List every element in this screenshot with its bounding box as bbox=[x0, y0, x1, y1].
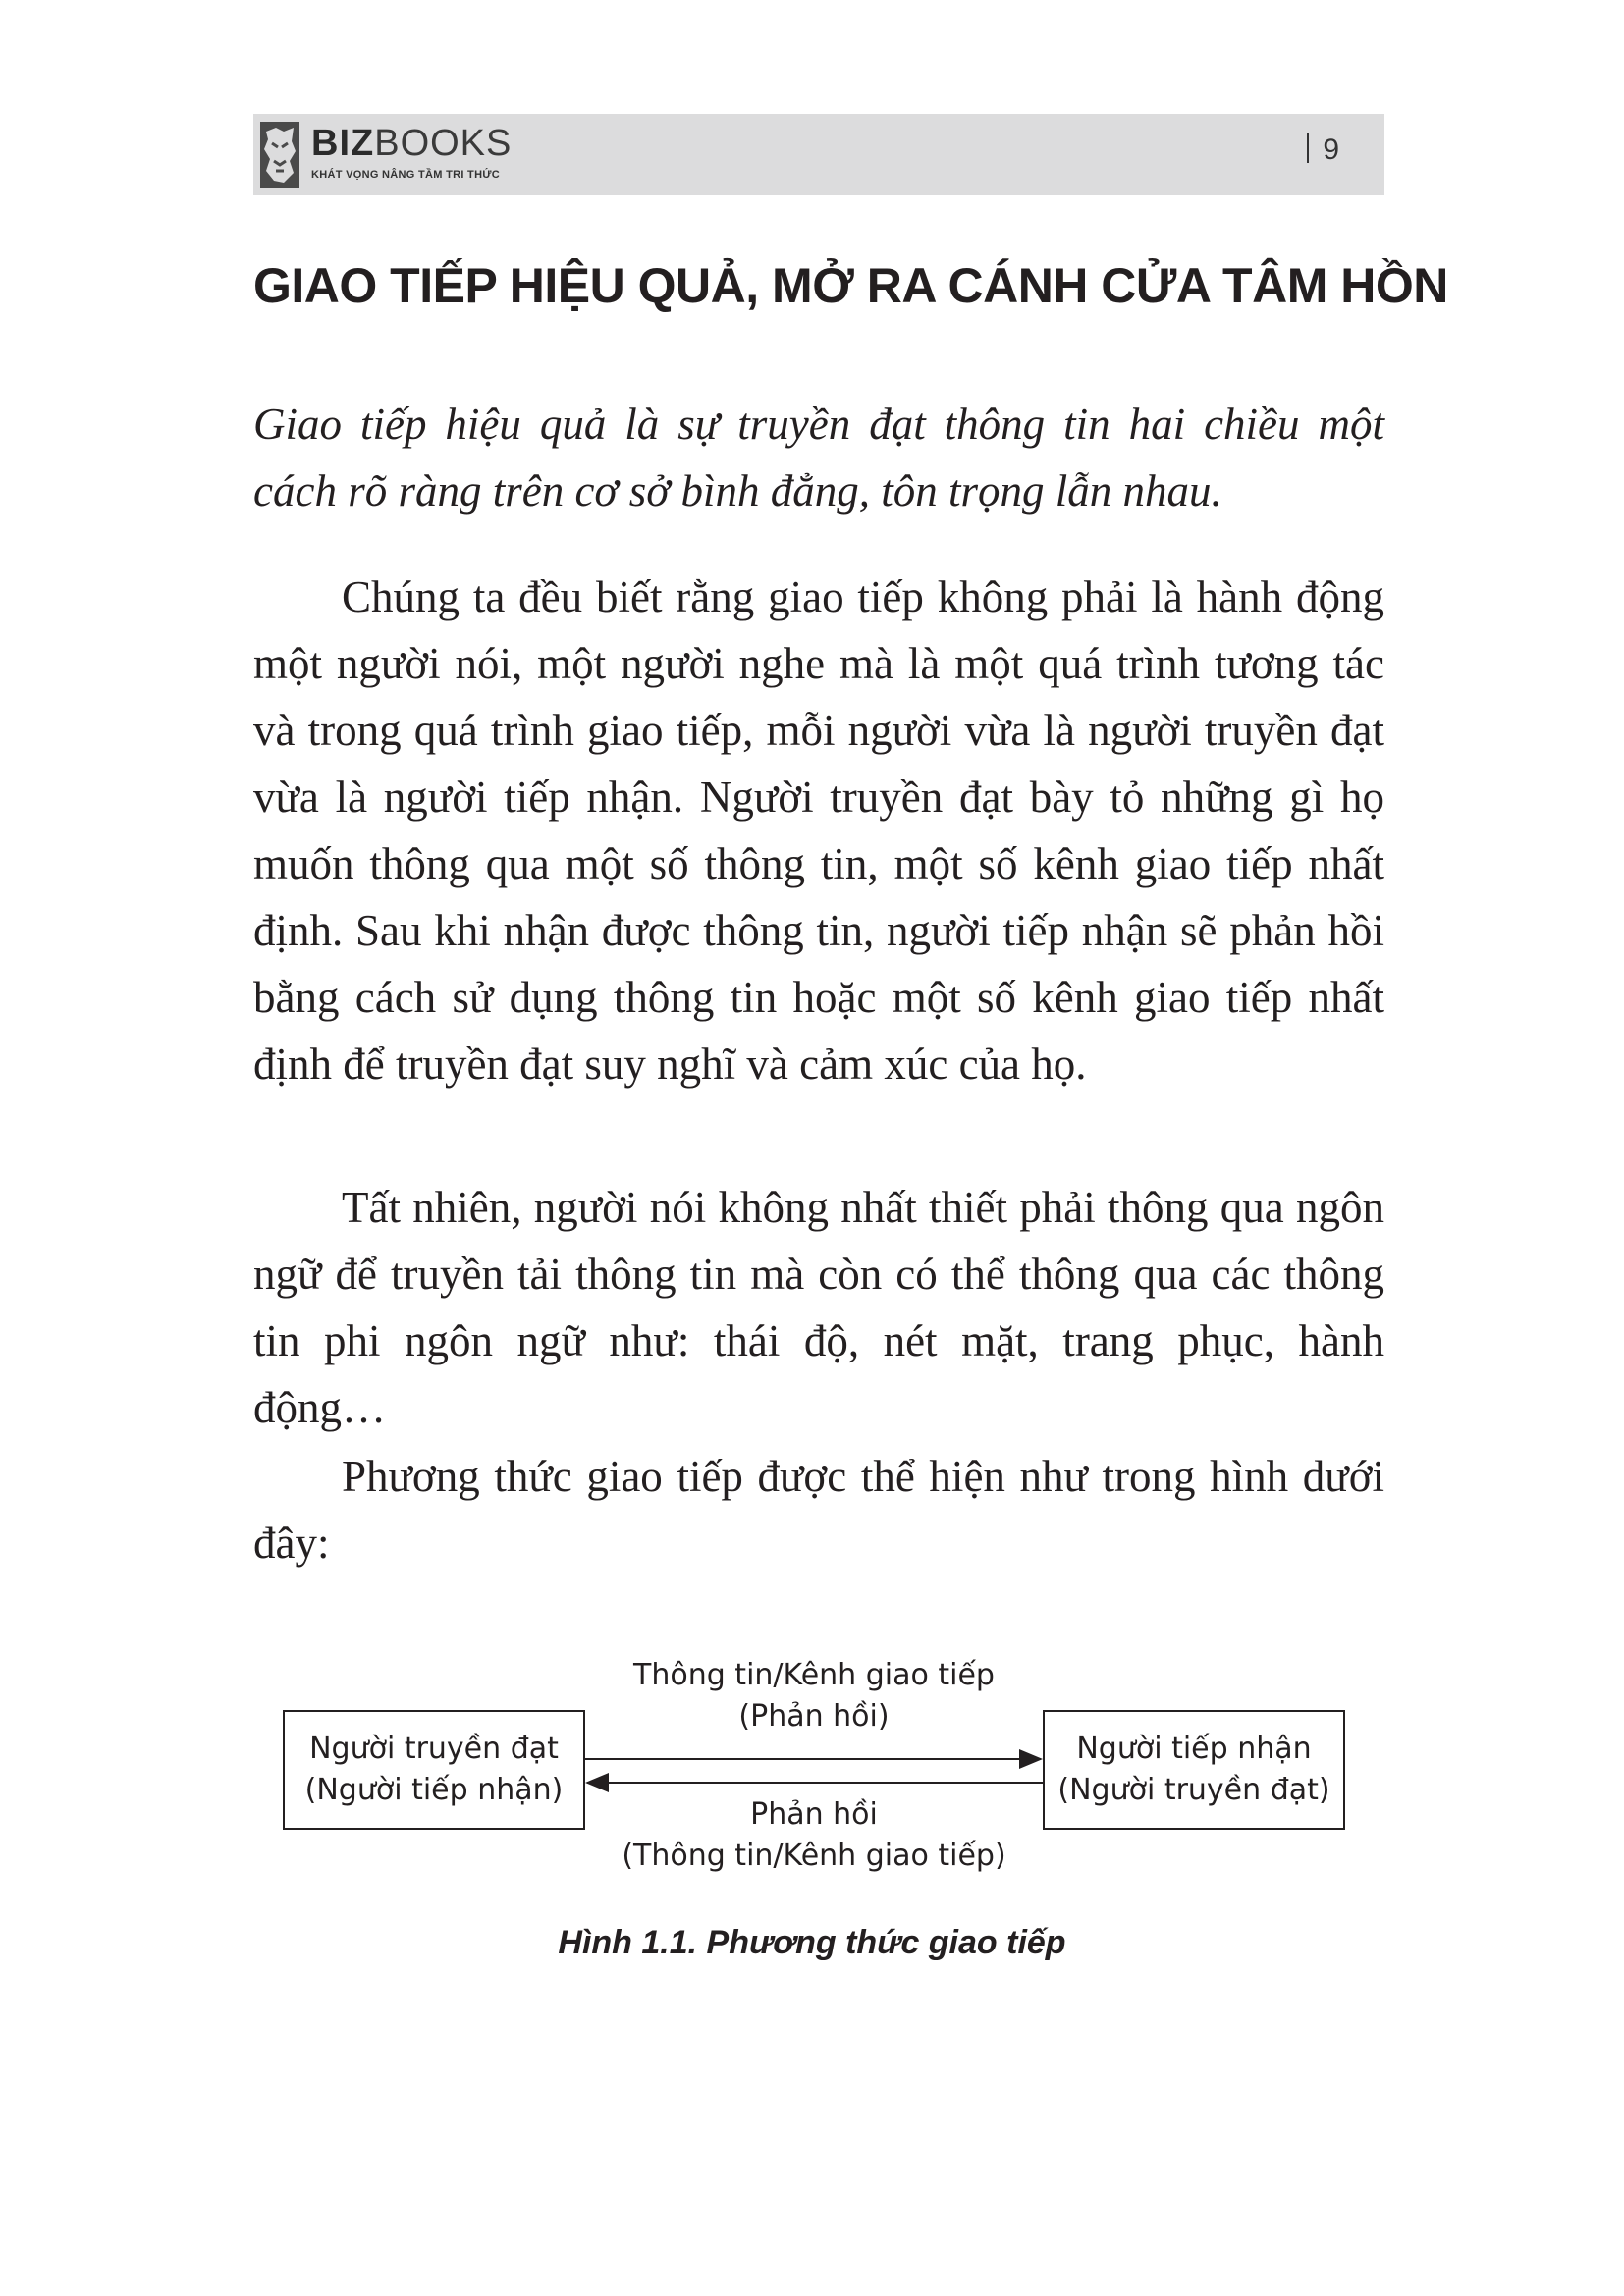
forward-arrow-label-line1: Thông tin/Kênh giao tiếp bbox=[633, 1658, 995, 1692]
forward-arrow-label bbox=[568, 1655, 1059, 1737]
tiger-head-icon bbox=[260, 122, 299, 188]
receiver-box-line1: Người tiếp nhận bbox=[1076, 1732, 1312, 1766]
brand-name-bold: BIZ bbox=[311, 123, 375, 164]
forward-arrow-label-line2: (Phản hồi) bbox=[738, 1699, 890, 1734]
receiver-box-line2: (Người truyền đạt) bbox=[1057, 1773, 1330, 1807]
page-number bbox=[1307, 133, 1339, 167]
diagram-arrows bbox=[585, 1749, 1043, 1792]
feedback-arrow-label-line2: (Thông tin/Kênh giao tiếp) bbox=[622, 1839, 1006, 1873]
brand-tagline: KHÁT VỌNG NÂNG TẦM TRI THỨC bbox=[311, 169, 500, 181]
sender-box bbox=[283, 1710, 585, 1830]
brand-name-regular: BOOKS bbox=[374, 123, 513, 164]
body-paragraph-1: Chúng ta đều biết rằng giao tiếp không phải là hành động một người nói, một người nghe mà là một quá trình tương tác và trong quá trình giao tiếp, mỗi người vừa là người truyền đạt vừa là người tiếp nhận. Người truyền đạt bày tỏ những gì họ muốn thông qua một số thông tin, một số kênh giao tiếp nhất định. Sau khi nhận được thông tin, người tiếp nhận sẽ phản hồi bằng cách sử dụng thông tin hoặc một số kênh giao tiếp nhất định để truyền đạt suy nghĩ và cảm xúc của họ. bbox=[253, 572, 1384, 1089]
page-number-divider bbox=[1307, 133, 1309, 163]
feedback-arrow-label-line1: Phản hồi bbox=[750, 1797, 878, 1832]
receiver-box bbox=[1043, 1710, 1345, 1830]
figure-caption: Hình 1.1. Phương thức giao tiếp bbox=[558, 1924, 1066, 1961]
page-number-value: 9 bbox=[1323, 133, 1339, 166]
sender-box-line1: Người truyền đạt bbox=[309, 1732, 559, 1766]
brand-name bbox=[311, 122, 512, 165]
epigraph: Giao tiếp hiệu quả là sự truyền đạt thông tin hai chiều một cách rõ ràng trên cơ sở bình đẳng, tôn trọng lẫn nhau. bbox=[253, 400, 1384, 515]
feedback-arrow-label bbox=[568, 1794, 1059, 1877]
communication-diagram bbox=[275, 1659, 1355, 1885]
section-heading: GIAO TIẾP HIỆU QUẢ, MỞ RA CÁNH CỬA TÂM HỒN bbox=[253, 258, 1448, 313]
body-paragraph-3: Phương thức giao tiếp được thể hiện như trong hình dưới đây: bbox=[253, 1452, 1384, 1568]
sender-box-line2: (Người tiếp nhận) bbox=[304, 1773, 564, 1807]
bizbooks-logo bbox=[260, 118, 515, 192]
body-paragraph-2: Tất nhiên, người nói không nhất thiết phải thông qua ngôn ngữ để truyền tải thông tin mà còn có thể thông qua các thông tin phi ngôn ngữ như: thái độ, nét mặt, trang phục, hành động… bbox=[253, 1183, 1384, 1432]
